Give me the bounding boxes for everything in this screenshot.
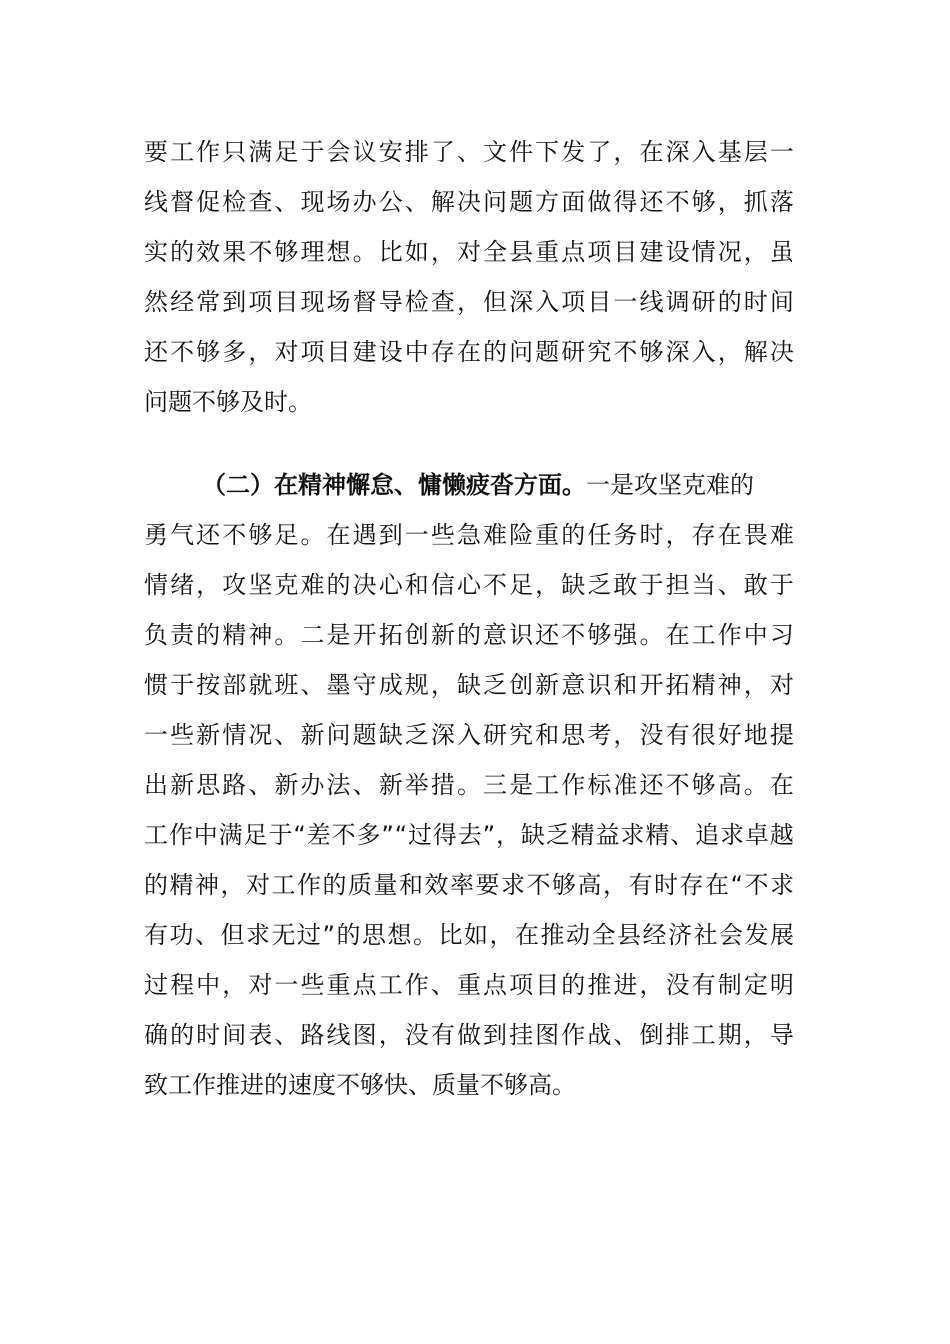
paragraph-2-line: 出 新 思 路 、 新 办 法 、 新 举 措 。 三 是 工 作 标 准 还 不 够 高 。 在 [144,771,794,799]
paragraph-2-line: 确 的 时 间 表 、 路 线 图 ， 没 有 做 到 挂 图 作 战 、 倒 排 工 期 ， 导 [144,1021,794,1049]
paragraph-2-first-line-text: 一是攻坚克难的 [586,471,754,499]
paragraph-2-line: 负 责 的 精 神 。 二 是 开 拓 创 新 的 意 识 还 不 够 强 。 在 工 作 中 习 [144,621,794,649]
paragraph-1-line: 然 经 常 到 项 目 现 场 督 导 检 查 ， 但 深 入 项 目 一 线 调 研 的 时 间 [144,288,794,316]
paragraph-2-line: 情 绪 ， 攻 坚 克 难 的 决 心 和 信 心 不 足 ， 缺 乏 敢 于 担 当 、 敢 于 [144,571,794,599]
paragraph-2-line: 工 作 中 满 足 于 “ 差 不 多 ” “ 过 得 去 ” ， 缺 乏 精 益 求 精 、 追 求 卓 越 [144,821,794,849]
paragraph-1-line: 还 不 够 多 ， 对 项 目 建 设 中 存 在 的 问 题 研 究 不 够 深 入 ， 解 决 [144,338,794,366]
paragraph-2-line: 过 程 中 ， 对 一 些 重 点 工 作 、 重 点 项 目 的 推 进 ， 没 有 制 定 明 [144,971,794,999]
paragraph-1-line: 要 工 作 只 满 足 于 会 议 安 排 了 、 文 件 下 发 了 ， 在 深 入 基 层 一 [144,138,794,166]
paragraph-2-first-line [144,460,794,510]
paragraph-1-line: 实 的 效 果 不 够 理 想 。 比 如 ， 对 全 县 重 点 项 目 建 设 情 况 ， 虽 [144,238,794,266]
paragraph-1-line: 问题不够及时。 [144,388,312,416]
paragraph-2-line: 勇 气 还 不 够 足 。 在 遇 到 一 些 急 难 险 重 的 任 务 时 ， 存 在 畏 难 [144,521,794,549]
paragraph-2 [144,460,794,1110]
paragraph-2-line: 的 精 神 ， 对 工 作 的 质 量 和 效 率 要 求 不 够 高 ， 有 时 存 在 “ 不 求 [144,871,794,899]
paragraph-2-line: 惯 于 按 部 就 班 、 墨 守 成 规 ， 缺 乏 创 新 意 识 和 开 拓 精 神 ， 对 [144,671,794,699]
paragraph-1-line: 线 督 促 检 查 、 现 场 办 公 、 解 决 问 题 方 面 做 得 还 不 够 ， 抓 落 [144,188,794,216]
paragraph-2-line: 有 功 、 但 求 无 过 ” 的 思 想 。 比 如 ， 在 推 动 全 县 经 济 社 会 发 展 [144,921,794,949]
paragraph-1 [144,127,794,427]
paragraph-2-line: 致工作推进的速度不够快、质量不够高。 [144,1071,576,1099]
paragraph-2-line: 一 些 新 情 况 、 新 问 题 缺 乏 深 入 研 究 和 思 考 ， 没 有 很 好 地 提 [144,721,794,749]
section-heading: （二）在精神懈怠、慵懒疲沓方面。 [202,471,586,499]
